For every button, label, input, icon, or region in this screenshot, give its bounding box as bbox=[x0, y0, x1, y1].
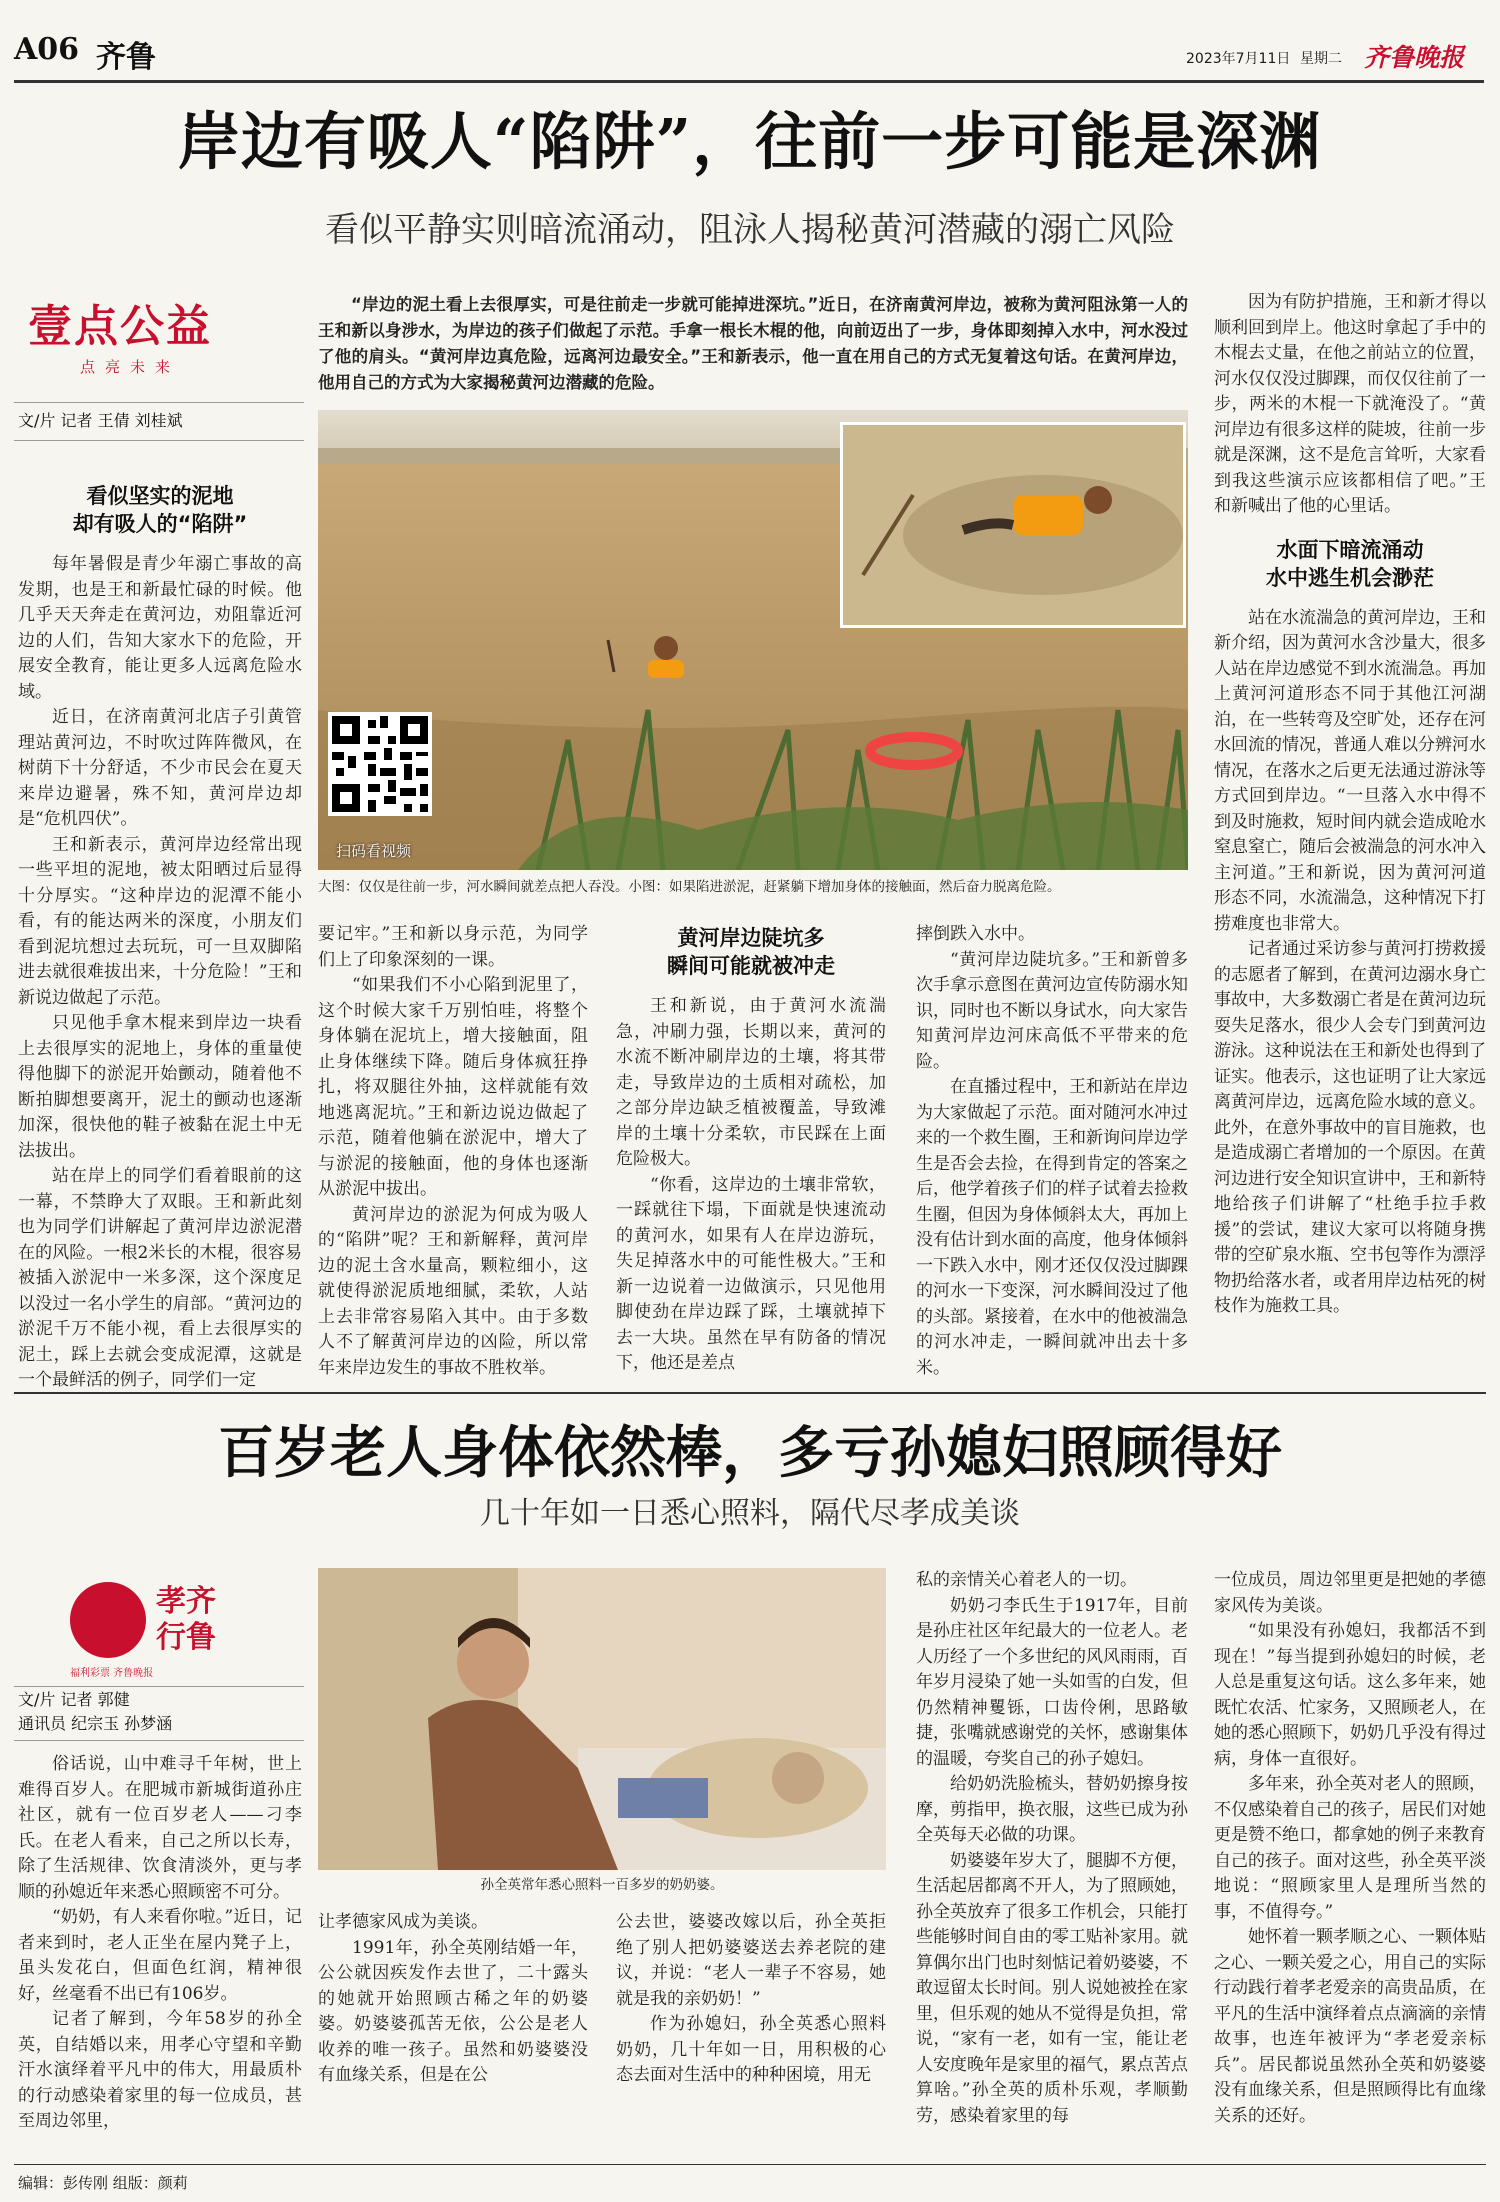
paragraph: 黄河岸边的淤泥为何成为吸人的“陷阱”呢？王和新解释，黄河岸边的泥土含水量高，颗粒细小，这就使得淤泥质地细腻，柔软，人站上去非常容易陷入其中。由于多数人不了解黄河岸边的凶险，所以常年来岸边发生的事故不胜枚举。 bbox=[318, 1204, 588, 1378]
article2-column-3 bbox=[616, 1910, 886, 2089]
article1-photo-caption: 大图：仅仅是往前一步，河水瞬间就差点把人吞没。小图：如果陷进淤泥，赶紧躺下增加身体的接触面，然后奋力脱离危险。 bbox=[318, 879, 1061, 895]
charity-logo-text: 壹点公益 bbox=[28, 301, 212, 352]
header-rule bbox=[14, 80, 1484, 83]
paragraph: 要记牢。”王和新以身示范，为同学们上了印象深刻的一课。 bbox=[318, 924, 588, 970]
byline-rule-bottom bbox=[14, 440, 304, 441]
paragraph: “奶奶，有人来看你啦。”近日，记者来到时，老人正坐在屋内凳子上，虽头发花白，但面色红润，精神很好，丝毫看不出已有106岁。 bbox=[18, 1907, 302, 2004]
paragraph: 奶婆婆年岁大了，腿脚不方便，生活起居都离不开人，为了照顾她，孙全英放弃了很多工作机会，只能打些能够时间自由的零工贴补家用。就算偶尔出门也时刻惦记着奶婆婆，不敢逗留太长时间。别人说她被拴在家里，但乐观的她从不觉得是负担，常说，“家有一老，如有一宝，能让老人安度晚年是家里的福气，累点苦点算啥。”孙全英的质朴乐观，孝顺勤劳，感染着家里的每 bbox=[916, 1850, 1188, 2126]
paragraph: 在直播过程中，王和新站在岸边为大家做起了示范。面对随河水冲过来的一个救生圈，王和新询问岸边学生是否会去捡，在得到肯定的答案之后，他学着孩子们的样子试着去捡救生圈，但因为身体倾斜太大，再加上没有估计到水面的高度，他身体倾斜一下跌入水中，刚才还仅仅没过脚踝的河水一下变深，河水瞬间没过了他的头部。紧接着，在水中的他被湍急的河水冲走，一瞬间就冲出去十多米。 bbox=[916, 1077, 1188, 1378]
paragraph: “你看，这岸边的土壤非常软，一踩就往下塌，下面就是快速流动的黄河水，如果有人在岸边游玩，失足掉落水中的可能性极大。”王和新一边说着一边做演示，只见他用脚使劲在岸边踩了踩，土壤就掉下去一大块。虽然在早有防备的情况下，他还是差点 bbox=[616, 1174, 886, 1373]
paragraph: 记者了解到，今年58岁的孙全英，自结婚以来，用孝心守望和辛勤汗水演绎着平凡中的伟大，用最质朴的行动感染着家里的每一位成员，甚至周边邻里， bbox=[18, 2009, 302, 2131]
article2-column-2 bbox=[318, 1910, 588, 2089]
charity-logo-tagline: 点亮未来 bbox=[80, 358, 181, 376]
footer-credits: 编辑：彭传刚 组版：颜莉 bbox=[18, 2174, 188, 2192]
paragraph: 私的亲情关心着老人的一切。 bbox=[916, 1570, 1137, 1590]
paragraph: 站在岸上的同学们看着眼前的这一幕，不禁睁大了双眼。王和新此刻也为同学们讲解起了黄河岸边淤泥潜在的风险。一根2米长的木棍，很容易被插入淤泥中一米多深，这个深度足以没过一名小学生的肩部。“黄河边的淤泥千万不能小视，看上去很厚实的泥土，踩上去就会变成泥潭，这就是一个最鲜活的例子，同学们一定 bbox=[18, 1166, 302, 1390]
article-divider bbox=[14, 1392, 1486, 1394]
paragraph: 每年暑假是青少年溺亡事故的高发期，也是王和新最忙碌的时候。他几乎天天奔走在黄河边，劝阻靠近河边的人们，告知大家水下的危险，开展安全教育，能让更多人远离危险水域。 bbox=[18, 554, 302, 702]
paragraph: 1991年，孙全英刚结婚一年，公公就因疾发作去世了，二十露头的她就开始照顾古稀之年的奶婆婆。奶婆婆孤苦无依，公公是老人收养的唯一孩子。虽然和奶婆婆没有血缘关系，但是在公 bbox=[318, 1937, 588, 2085]
paragraph: 近日，在济南黄河北店子引黄管理站黄河边，不时吹过阵阵微风，在树荫下十分舒适，不少市民会在夏天来岸边避暑，殊不知，黄河岸边却是“危机四伏”。 bbox=[18, 707, 302, 829]
filial-logo-text: 孝齐行鲁 bbox=[156, 1584, 216, 1655]
paragraph: 让孝德家风成为美谈。 bbox=[318, 1912, 488, 1932]
article2-headline: 百岁老人身体依然棒，多亏孙媳妇照顾得好 bbox=[218, 1420, 1282, 1486]
subheading-3: 水面下暗流涌动 水中逃生机会渺茫 bbox=[1266, 537, 1434, 590]
article1-column-4 bbox=[916, 922, 1188, 1381]
paragraph: 只见他手拿木棍来到岸边一块看上去很厚实的泥地上，身体的重量使得他脚下的淤泥开始颤动，随着他不断拍脚想要离开，泥土的颤动也逐渐加深，很快他的鞋子被黏在泥土中无法拔出。 bbox=[18, 1013, 302, 1161]
paragraph: “如果我们不小心陷到泥里了，这个时候大家千万别怕哇，将整个身体躺在泥坑上，增大接触面，阻止身体继续下降。随后身体疯狂挣扎，将双腿往外抽，这样就能有效地逃离泥坑。”王和新边说边做起了示范，随着他躺在淤泥中，增大了与淤泥的接触面，他的身体也逐渐从淤泥中拔出。 bbox=[318, 975, 588, 1199]
issue-weekday: 星期二 bbox=[1300, 51, 1342, 67]
section-name: 齐鲁 bbox=[96, 40, 156, 75]
paragraph: 记者通过采访参与黄河打捞救援的志愿者了解到，在黄河边溺水身亡事故中，大多数溺亡者是在黄河边玩耍失足落水，很少人会专门到黄河边游泳。这种说法在王和新处也得到了证实。他表示，这也证明了让大家远离黄河岸边，远离危险水域的意义。此外，在意外事故中的盲目施救，也是造成溺亡者增加的一个原因。在黄河边进行安全知识宣讲中，王和新特地给孩子们讲解了“杜绝手拉手救援”的尝试，建议大家可以将随身携带的空矿泉水瓶、空书包等作为漂浮物扔给落水者，或者用岸边枯死的树枝作为施救工具。 bbox=[1214, 939, 1486, 1316]
charity-logo bbox=[28, 298, 268, 388]
footer-rule bbox=[14, 2164, 1486, 2165]
byline2-rule-bottom bbox=[14, 1740, 304, 1741]
river-photo bbox=[318, 410, 1188, 870]
paragraph: 给奶奶洗脸梳头，替奶奶擦身按摩，剪指甲，换衣服，这些已成为孙全英每天必做的功课。 bbox=[916, 1774, 1188, 1845]
subheading-1: 看似坚实的泥地 却有吸人的“陷阱” bbox=[72, 484, 248, 536]
article2-column-5 bbox=[1214, 1568, 1486, 2129]
paragraph: 摔倒跌入水中。 bbox=[916, 924, 1035, 944]
subheading-2: 黄河岸边陡坑多 瞬间可能就被冲走 bbox=[667, 926, 835, 978]
paragraph: “黄河岸边陡坑多。”王和新曾多次手拿示意图在黄河边宣传防溺水知识，同时也不断以身试水，向大家告知黄河岸边河床高低不平带来的危险。 bbox=[916, 949, 1188, 1072]
paragraph: 作为孙媳妇，孙全英悉心照料奶奶，几十年如一日，用积极的心态去面对生活中的种种困境，用无 bbox=[616, 2014, 886, 2085]
article1-column-5 bbox=[1214, 290, 1486, 1320]
filial-logo-mark bbox=[70, 1582, 146, 1658]
byline2-rule-top bbox=[14, 1686, 304, 1687]
article1-subheadline: 看似平静实则暗流涌动，阻泳人揭秘黄河潜藏的溺亡风险 bbox=[325, 210, 1175, 250]
paragraph: 她怀着一颗孝顺之心、一颗体贴之心、一颗关爱之心，用自己的实际行动践行着孝老爱亲的高贵品质，在平凡的生活中演绎着点点滴滴的亲情故事，也连年被评为“孝老爱亲标兵”。居民都说虽然孙全英和奶婆婆没有血缘关系，但是照顾得比有血缘关系的还好。 bbox=[1214, 1927, 1486, 2126]
qr-code[interactable] bbox=[328, 712, 432, 816]
paragraph: 奶奶刁李氏生于1917年，目前是孙庄社区年纪最大的一位老人。老人历经了一个多世纪的风风雨雨，百年岁月浸染了她一头如雪的白发，但仍然精神矍铄，口齿伶俐，思路敏捷，张嘴就感谢党的关怀，感谢集体的温暖，夸奖自己的孙子媳妇。 bbox=[916, 1595, 1188, 1769]
article2-byline-correspondent: 通讯员 纪宗玉 孙梦涵 bbox=[18, 1714, 173, 1733]
page-number: A06 bbox=[14, 32, 80, 67]
article2-photo-caption: 孙全英常年悉心照料一百多岁的奶奶婆。 bbox=[480, 1877, 724, 1893]
article1-column-2 bbox=[318, 922, 588, 1381]
article2-subheadline: 几十年如一日悉心照料，隔代尽孝成美谈 bbox=[480, 1496, 1020, 1531]
article2-column-1 bbox=[18, 1752, 302, 2135]
paragraph: 一位成员，周边邻里更是把她的孝德家风传为美谈。 bbox=[1214, 1570, 1486, 1616]
paragraph: 站在水流湍急的黄河岸边，王和新介绍，因为黄河水含沙量大，很多人站在岸边感觉不到水流湍急。再加上黄河河道形态不同于其他江河湖泊，在一些转弯及空旷处，还存在河水回流的情况，普通人难以分辨河水情况，在落水之后更无法通过游泳等方式回到岸边。“一旦落入水中得不到及时施救，短时间内就会造成呛水窒息窒亡，随后会被湍急的河水冲入主河道。”王和新说，因为黄河河道形态不同，水流湍急，这种情况下打捞难度也非常大。 bbox=[1214, 607, 1486, 934]
paragraph: 因为有防护措施，王和新才得以顺利回到岸上。他这时拿起了手中的木棍去丈量，在他之前站立的位置，河水仅仅没过脚踝，而仅仅往前了一步，两米的木棍一下就淹没了。“黄河岸边有很多这样的陡坡，往前一步就是深渊，这不是危言耸听，大家看到我这些演示应该都相信了吧。”王和新喊出了他的心里话。 bbox=[1214, 292, 1486, 516]
paragraph: 王和新说，由于黄河水流湍急，冲刷力强，长期以来，黄河的水流不断冲刷岸边的土壤，将其带走，导致岸边的土质相对疏松，加之部分岸边缺乏植被覆盖，导致滩岸的土壤十分柔软，市民踩在上面危险极大。 bbox=[616, 996, 886, 1169]
article1-headline: 岸边有吸人“陷阱”，往前一步可能是深渊 bbox=[177, 105, 1323, 178]
article1-column-1 bbox=[18, 474, 302, 1394]
article1-column-3 bbox=[616, 922, 886, 1377]
caregiver-photo bbox=[318, 1568, 886, 1870]
article2-byline: 文/片 记者 郭健 bbox=[18, 1690, 130, 1709]
paragraph: 公去世，婆婆改嫁以后，孙全英拒绝了别人把奶婆婆送去养老院的建议，并说：“老人一辈子不容易，她就是我的亲奶奶！” bbox=[616, 1912, 886, 2009]
article1-lead: “岸边的泥土看上去很厚实，可是往前走一步就可能掉进深坑。”近日，在济南黄河岸边，被称为黄河阻泳第一人的王和新以身涉水，为岸边的孩子们做起了示范。手拿一根长木棍的他，向前迈出了一步，身体即刻掉入水中，河水没过了他的肩头。“黄河岸边真危险，远离河边最安全。”王和新表示，他一直在用自己的方式无复着这句话。在黄河岸边，他用自己的方式为大家揭秘黄河边潜藏的危险。 bbox=[318, 295, 1188, 392]
paragraph: 多年来，孙全英对老人的照顾，不仅感染着自己的孩子，居民们对她更是赞不绝口，都拿她的例子来教育自己的孩子。面对这些，孙全英平淡地说：“照顾家里人是理所当然的事，不值得夸。” bbox=[1214, 1774, 1486, 1922]
issue-date: 2023年7月11日 bbox=[1186, 51, 1291, 67]
paragraph: 俗话说，山中难寻千年树，世上难得百岁人。在肥城市新城街道孙庄社区，就有一位百岁老人——刁李氏。在老人看来，自己之所以长寿，除了生活规律、饮食清淡外，更与孝顺的孙媳近年来悉心照顾密不可分。 bbox=[18, 1754, 302, 1902]
qr-label: 扫码看视频 bbox=[336, 842, 412, 860]
paragraph: 王和新表示，黄河岸边经常出现一些平坦的泥地，被太阳晒过后显得十分厚实。“这种岸边的泥潭不能小看，有的能达两米的深度，小朋友们看到泥坑想过去玩玩，可一旦双脚陷进去就很难拔出来，十分危险！”王和新说边做起了示范。 bbox=[18, 834, 302, 1008]
article1-byline: 文/片 记者 王倩 刘桂斌 bbox=[18, 411, 183, 430]
article2-column-4 bbox=[916, 1568, 1188, 2129]
filial-logo bbox=[70, 1578, 270, 1678]
byline-rule-top bbox=[14, 402, 304, 403]
paper-logo: 齐鲁晚报 bbox=[1364, 43, 1465, 72]
paragraph: “如果没有孙媳妇，我都活不到现在！”每当提到孙媳妇的时候，老人总是重复这句话。这么多年来，她既忙农活、忙家务，又照顾老人，在她的悉心照顾下，奶奶几乎没有得过病，身体一直很好。 bbox=[1214, 1621, 1486, 1769]
inset-photo-mud bbox=[840, 422, 1186, 628]
filial-logo-tagline: 福利彩票 齐鲁晚报 bbox=[70, 1668, 154, 1679]
